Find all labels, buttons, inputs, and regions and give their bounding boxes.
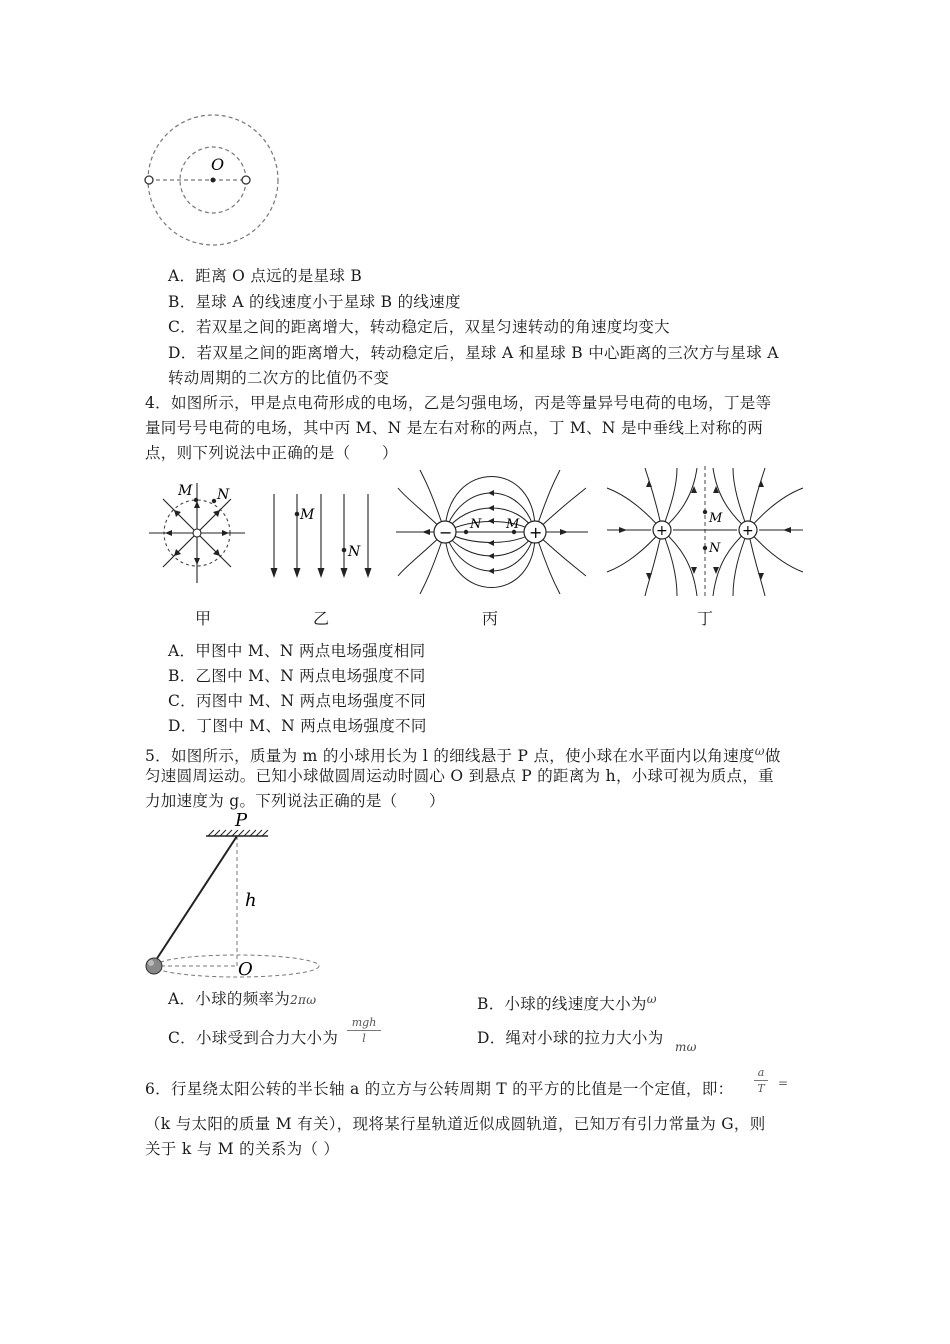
binary-star-diagram xyxy=(140,110,290,260)
q5-option-c-fraction xyxy=(347,1016,381,1045)
conical-pendulum-diagram xyxy=(140,808,330,983)
label-n: N xyxy=(470,517,482,532)
q5-option-d-expr: mω xyxy=(675,1040,697,1054)
q5-option-d: D．绳对小球的拉力大小为 xyxy=(477,1029,664,1047)
omega-symbol: ω xyxy=(754,744,765,758)
label-n: N xyxy=(348,544,361,560)
caption-yi: 乙 xyxy=(313,609,330,628)
q6-stem-line-1: 6．行星绕太阳公转的半长轴 a 的立方与公转周期 T 的平方的比值是一个定值，即： xyxy=(145,1080,734,1098)
q5-option-b-text: B．小球的线速度大小为 xyxy=(477,995,647,1014)
fraction-numerator: mgh xyxy=(351,1016,377,1029)
q4-option-c: C．丙图中 M、N 两点电场强度不同 xyxy=(168,692,427,710)
plus-sign: + xyxy=(529,523,543,542)
fraction-denominator: l xyxy=(362,1032,366,1045)
label-m: M xyxy=(178,483,193,499)
q5-option-a xyxy=(168,988,316,1011)
q3-option-d-cont: 转动周期的二次方的比值仍不变 xyxy=(168,369,390,387)
label-h: h xyxy=(245,890,257,911)
q4-option-d: D．丁图中 M、N 两点电场强度不同 xyxy=(168,717,427,735)
label-m: M xyxy=(709,511,723,526)
q6-fraction xyxy=(754,1066,768,1095)
q6-stem-line-2: （k 与太阳的质量 M 有关），现将某行星轨道近似成圆轨道，已知万有引力常量为 G，则 xyxy=(145,1115,766,1133)
q3-option-a: A．距离 O 点远的是星球 B xyxy=(168,267,363,285)
q4-stem-line-3: 点，则下列说法中正确的是（ ） xyxy=(145,444,398,462)
q5-stem-tail: 做 xyxy=(764,747,781,766)
label-n: N xyxy=(217,487,230,503)
label-o: O xyxy=(238,959,253,980)
field-diagram-jia xyxy=(145,475,250,590)
plus-sign: + xyxy=(656,523,668,539)
fraction-bar xyxy=(347,1030,381,1031)
minus-sign: − xyxy=(439,523,453,542)
q5-stem-line-1-text: 5．如图所示，质量为 m 的小球用长为 l 的细线悬于 P 点，使小球在水平面内以角速度 xyxy=(145,747,755,766)
center-label-o: O xyxy=(211,155,225,174)
label-m: M xyxy=(300,507,315,523)
q5-option-b xyxy=(477,988,657,1015)
label-m: M xyxy=(506,517,520,532)
q5-option-b-expr: ω xyxy=(646,992,657,1006)
q3-option-c: C．若双星之间的距离增大，转动稳定后，双星匀速转动的角速度均变大 xyxy=(168,318,670,336)
q4-option-b: B．乙图中 M、N 两点电场强度不同 xyxy=(168,667,426,685)
q5-stem-line-2: 匀速圆周运动。已知小球做圆周运动时圆心 O 到悬点 P 的距离为 h，小球可视为质点，重 xyxy=(145,767,774,785)
q3-option-b: B．星球 A 的线速度小于星球 B 的线速度 xyxy=(168,293,461,311)
q4-stem-line-2: 量同号号电荷的电场，其中丙 M、N 是左右对称的两点，丁 M、N 是中垂线上对称的两 xyxy=(145,419,764,437)
caption-jia: 甲 xyxy=(195,609,212,628)
q5-option-a-text: A．小球的频率为 xyxy=(168,990,291,1008)
q4-stem-line-1: 4．如图所示，甲是点电荷形成的电场，乙是匀强电场，丙是等量异号电荷的电场，丁是等 xyxy=(145,394,772,412)
q3-option-d: D．若双星之间的距离增大，转动稳定后，星球 A 和星球 B 中心距离的三次方与星球 A xyxy=(168,344,779,362)
label-n: N xyxy=(709,541,721,556)
field-diagram-yi xyxy=(262,490,377,585)
fraction-numerator: a xyxy=(757,1066,765,1079)
caption-bing: 丙 xyxy=(482,609,499,628)
label-p: P xyxy=(235,810,248,831)
field-diagram-ding xyxy=(605,466,805,598)
q4-option-a: A．甲图中 M、N 两点电场强度相同 xyxy=(168,642,426,660)
fraction-bar xyxy=(754,1080,768,1081)
field-diagram-bing xyxy=(392,468,592,598)
q5-option-a-expr: 2πω xyxy=(290,993,317,1007)
q5-stem-line-3: 力加速度为 g。下列说法正确的是（ ） xyxy=(145,792,445,810)
caption-ding: 丁 xyxy=(697,609,714,628)
fraction-denominator: T xyxy=(757,1082,765,1095)
q5-stem-line-1 xyxy=(145,740,781,767)
plus-sign: + xyxy=(742,523,754,539)
q6-stem-line-3: 关于 k 与 M 的关系为（ ） xyxy=(145,1140,340,1158)
q5-option-c: C．小球受到合力大小为 xyxy=(168,1029,339,1047)
q6-equals: = xyxy=(778,1076,789,1090)
